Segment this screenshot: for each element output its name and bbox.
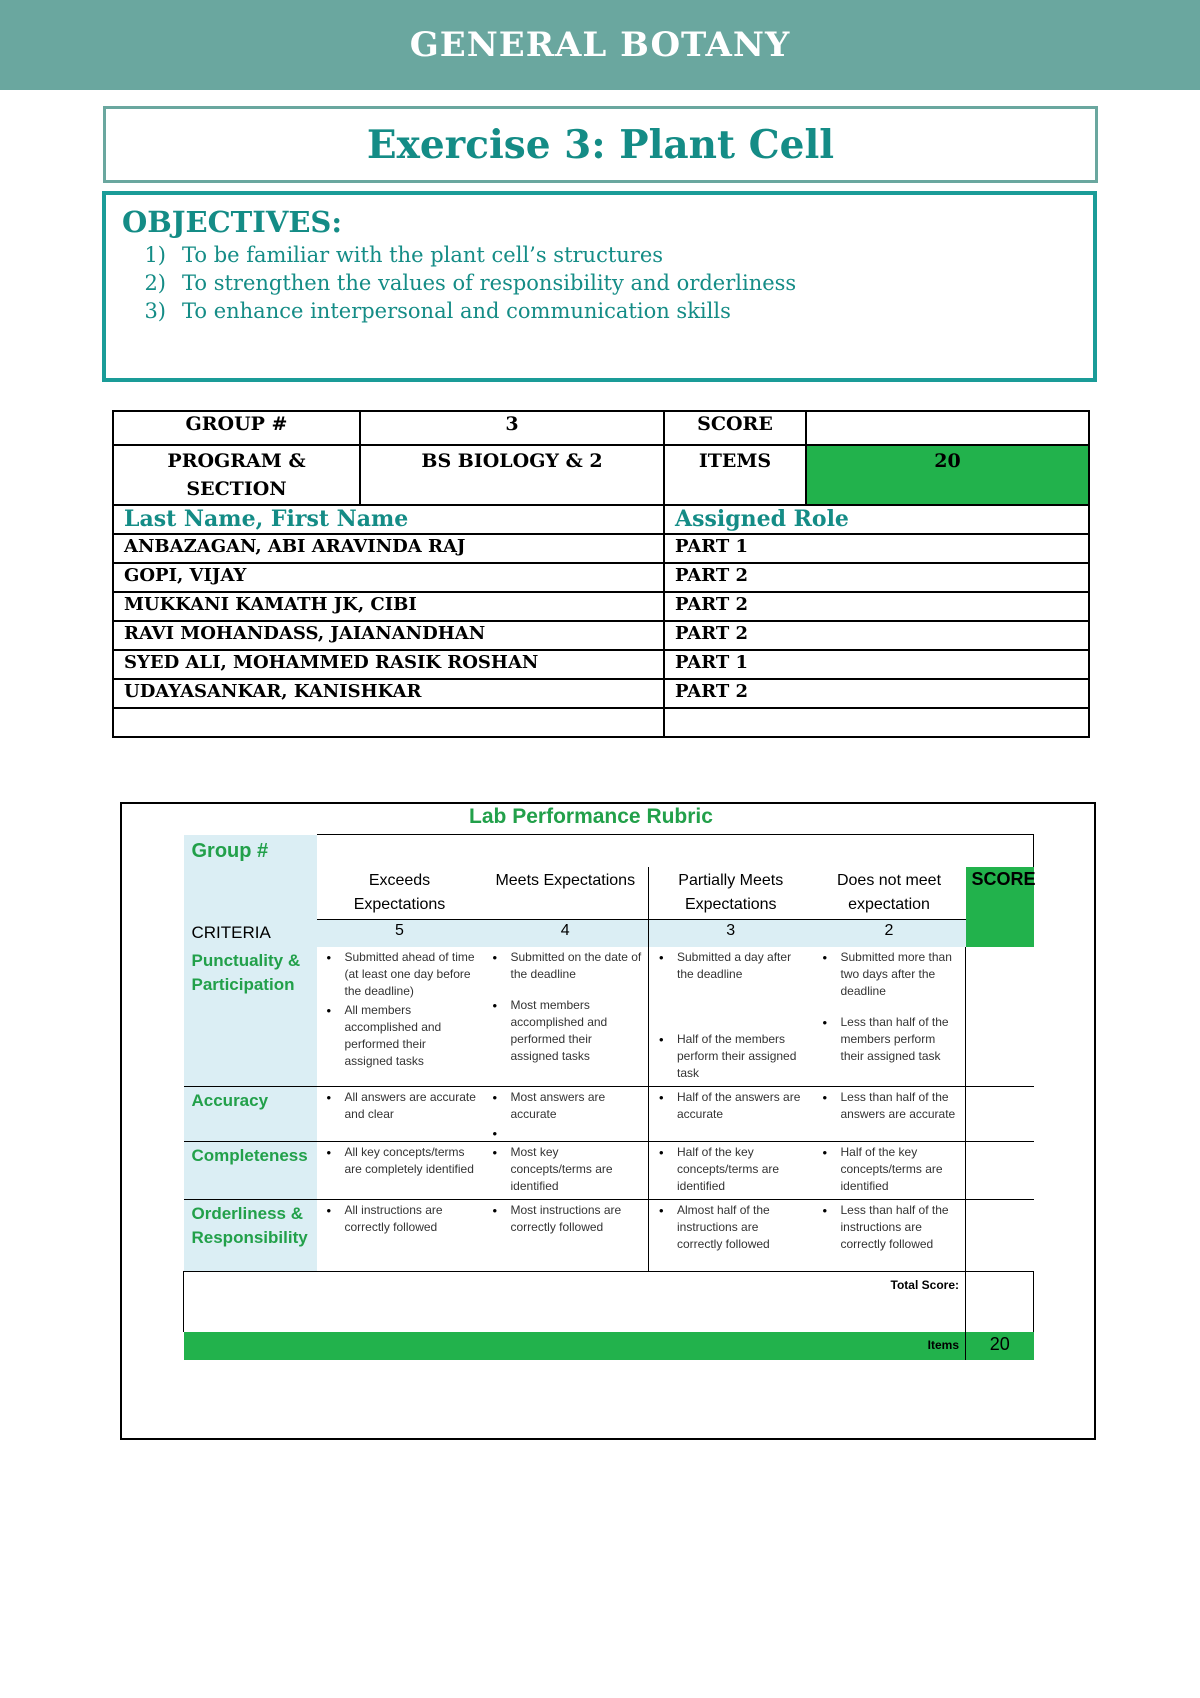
- objective-text: To enhance interpersonal and communication skills: [182, 299, 731, 323]
- level-points: 2: [813, 919, 966, 947]
- level-points: 3: [649, 919, 813, 947]
- name-column-header: Last Name, First Name: [113, 505, 664, 534]
- rubric-level-row: [184, 867, 1034, 920]
- rubric-cell: [649, 947, 813, 1087]
- rubric-cell: [649, 1087, 813, 1142]
- level-label: Exceeds Expectations: [353, 871, 446, 913]
- member-row: [113, 650, 1089, 679]
- objective-number: 1): [144, 243, 166, 267]
- member-name: MUKKANI KAMATH JK, CIBI: [113, 592, 664, 621]
- rubric-cell: [813, 947, 966, 1087]
- rubric-cell: [813, 1087, 966, 1142]
- rubric-cell: [483, 1142, 649, 1200]
- rubric-cell-bullet: • Almost half of the instructions are correctly followed: [655, 1202, 807, 1253]
- objective-item: [122, 241, 1077, 269]
- rubric-criterion-row: [184, 1200, 1034, 1272]
- rubric-criterion-row: [184, 1142, 1034, 1200]
- group-value: 3: [360, 411, 664, 445]
- program-row: [113, 445, 1089, 505]
- member-name: RAVI MOHANDASS, JAIANANDHAN: [113, 621, 664, 650]
- rubric-items-label: Items: [184, 1332, 966, 1360]
- total-score-value: [966, 1272, 1034, 1332]
- program-value: BS BIOLOGY & 2: [360, 445, 664, 505]
- member-name: [113, 708, 664, 737]
- criterion-name: Orderliness & Responsibility: [184, 1200, 317, 1272]
- rubric-group-label: Group #: [184, 835, 317, 867]
- level-label: Does not meet expectation: [836, 871, 942, 913]
- rubric-cell: [649, 1200, 813, 1272]
- rubric-cell-bullet: • Submitted ahead of time (at least one day before the deadline): [323, 949, 477, 1000]
- rubric-items-value: 20: [966, 1332, 1034, 1360]
- rubric-cell-bullet: • All instructions are correctly followed: [323, 1202, 477, 1236]
- criterion-name: Completeness: [184, 1142, 317, 1200]
- rubric-cell: [317, 1087, 483, 1142]
- rubric-score-cell: [966, 1142, 1034, 1200]
- objectives-box: [102, 191, 1097, 382]
- rubric-group-value: [317, 835, 1034, 867]
- rubric-cell-bullet: • Most instructions are correctly followed: [489, 1202, 643, 1236]
- group-row: [113, 411, 1089, 445]
- member-name: ANBAZAGAN, ABI ARAVINDA RAJ: [113, 534, 664, 563]
- items-value: 20: [806, 445, 1089, 505]
- rubric-cell-bullet: • Submitted on the date of the deadline: [489, 949, 643, 983]
- rubric-table: [183, 834, 1034, 1360]
- rubric-group-row: [184, 835, 1034, 867]
- rubric-cell-bullet: • Half of the answers are accurate: [655, 1089, 807, 1123]
- group-info-table: [112, 410, 1090, 738]
- rubric-cell: [483, 947, 649, 1087]
- group-label: GROUP #: [113, 411, 360, 445]
- rubric-cell-bullet: • All answers are accurate and clear: [323, 1089, 477, 1123]
- course-title: GENERAL BOTANY: [409, 25, 791, 65]
- rubric-cell: [317, 1200, 483, 1272]
- level-points: 4: [483, 919, 649, 947]
- rubric-cell: [813, 1200, 966, 1272]
- criterion-name: Accuracy: [184, 1087, 317, 1142]
- rubric-cell: [483, 1200, 649, 1272]
- level-points: 5: [317, 919, 483, 947]
- level-label: Partially Meets Expectations: [649, 867, 813, 920]
- rubric-cell: [813, 1142, 966, 1200]
- rubric-cell-bullet: • Less than half of the members perform their assigned task: [819, 1014, 960, 1065]
- rubric-blank-cell: [184, 867, 317, 920]
- program-label: PROGRAM & SECTION: [113, 445, 360, 505]
- member-name: UDAYASANKAR, KANISHKAR: [113, 679, 664, 708]
- member-row: [113, 679, 1089, 708]
- rubric-cell-bullet: • Most key concepts/terms are identified: [489, 1144, 643, 1195]
- objective-item: [122, 269, 1077, 297]
- items-label: ITEMS: [664, 445, 806, 505]
- rubric-cell-bullet: • Half of the members perform their assigned task: [655, 1031, 807, 1082]
- member-role: PART 2: [664, 592, 1089, 621]
- rubric-score-cell: [966, 947, 1034, 1087]
- rubric-items-row: [184, 1332, 1034, 1360]
- member-header-row: [113, 505, 1089, 534]
- member-row: [113, 534, 1089, 563]
- member-name: GOPI, VIJAY: [113, 563, 664, 592]
- rubric-cell-bullet: • Most answers are accurate: [489, 1089, 643, 1123]
- member-role: [664, 708, 1089, 737]
- member-row: [113, 708, 1089, 737]
- rubric-cell-bullet: • Less than half of the answers are accurate: [819, 1089, 960, 1123]
- rubric-score-header: SCORE: [966, 867, 1034, 948]
- member-name: SYED ALI, MOHAMMED RASIK ROSHAN: [113, 650, 664, 679]
- member-role: PART 1: [664, 650, 1089, 679]
- rubric-cell-bullet: • Submitted a day after the deadline: [655, 949, 807, 983]
- member-role: PART 2: [664, 563, 1089, 592]
- objectives-heading: OBJECTIVES:: [122, 205, 343, 239]
- rubric-cell: [483, 1087, 649, 1142]
- rubric-cell-bullet: • Half of the key concepts/terms are identified: [819, 1144, 960, 1195]
- member-row: [113, 592, 1089, 621]
- exercise-title-box: [103, 106, 1098, 183]
- rubric-cell-bullet: • Submitted more than two days after the deadline: [819, 949, 960, 1000]
- criterion-name: Punctuality & Participation: [184, 947, 317, 1087]
- member-row: [113, 621, 1089, 650]
- objective-text: To strengthen the values of responsibility and orderliness: [182, 271, 797, 295]
- rubric-cell-bullet: • Less than half of the instructions are correctly followed: [819, 1202, 960, 1253]
- rubric-score-cell: [966, 1200, 1034, 1272]
- score-value: [806, 411, 1089, 445]
- member-role: PART 1: [664, 534, 1089, 563]
- score-label: SCORE: [664, 411, 806, 445]
- rubric-cell: [649, 1142, 813, 1200]
- member-role: PART 2: [664, 621, 1089, 650]
- rubric-cell-bullet: • Half of the key concepts/terms are identified: [655, 1144, 807, 1195]
- rubric-total-row: [184, 1272, 1034, 1332]
- rubric-criterion-row: [184, 947, 1034, 1087]
- rubric-score-cell: [966, 1087, 1034, 1142]
- rubric-cell-bullet: • All members accomplished and performed their assigned tasks: [323, 1002, 477, 1070]
- rubric-points-row: [184, 919, 1034, 947]
- member-row: [113, 563, 1089, 592]
- objective-text: To be familiar with the plant cell’s structures: [182, 243, 664, 267]
- level-label: Meets Expectations: [495, 871, 636, 889]
- exercise-title: Exercise 3: Plant Cell: [366, 121, 835, 168]
- objective-number: 3): [144, 299, 166, 323]
- rubric-cell-bullet: • All key concepts/terms are completely identified: [323, 1144, 477, 1178]
- member-role: PART 2: [664, 679, 1089, 708]
- rubric-title: Lab Performance Rubric: [469, 805, 713, 828]
- rubric-cell: [317, 947, 483, 1087]
- criteria-label: CRITERIA: [184, 919, 317, 947]
- rubric-cell-bullet: • Most members accomplished and performed their assigned tasks: [489, 997, 643, 1065]
- rubric-criterion-row: [184, 1087, 1034, 1142]
- objectives-list: [122, 241, 1077, 325]
- total-score-label: Total Score:: [184, 1272, 966, 1332]
- role-column-header: Assigned Role: [664, 505, 1089, 534]
- header-band: [0, 0, 1200, 90]
- rubric-cell: [317, 1142, 483, 1200]
- objective-item: [122, 297, 1077, 325]
- objective-number: 2): [144, 271, 166, 295]
